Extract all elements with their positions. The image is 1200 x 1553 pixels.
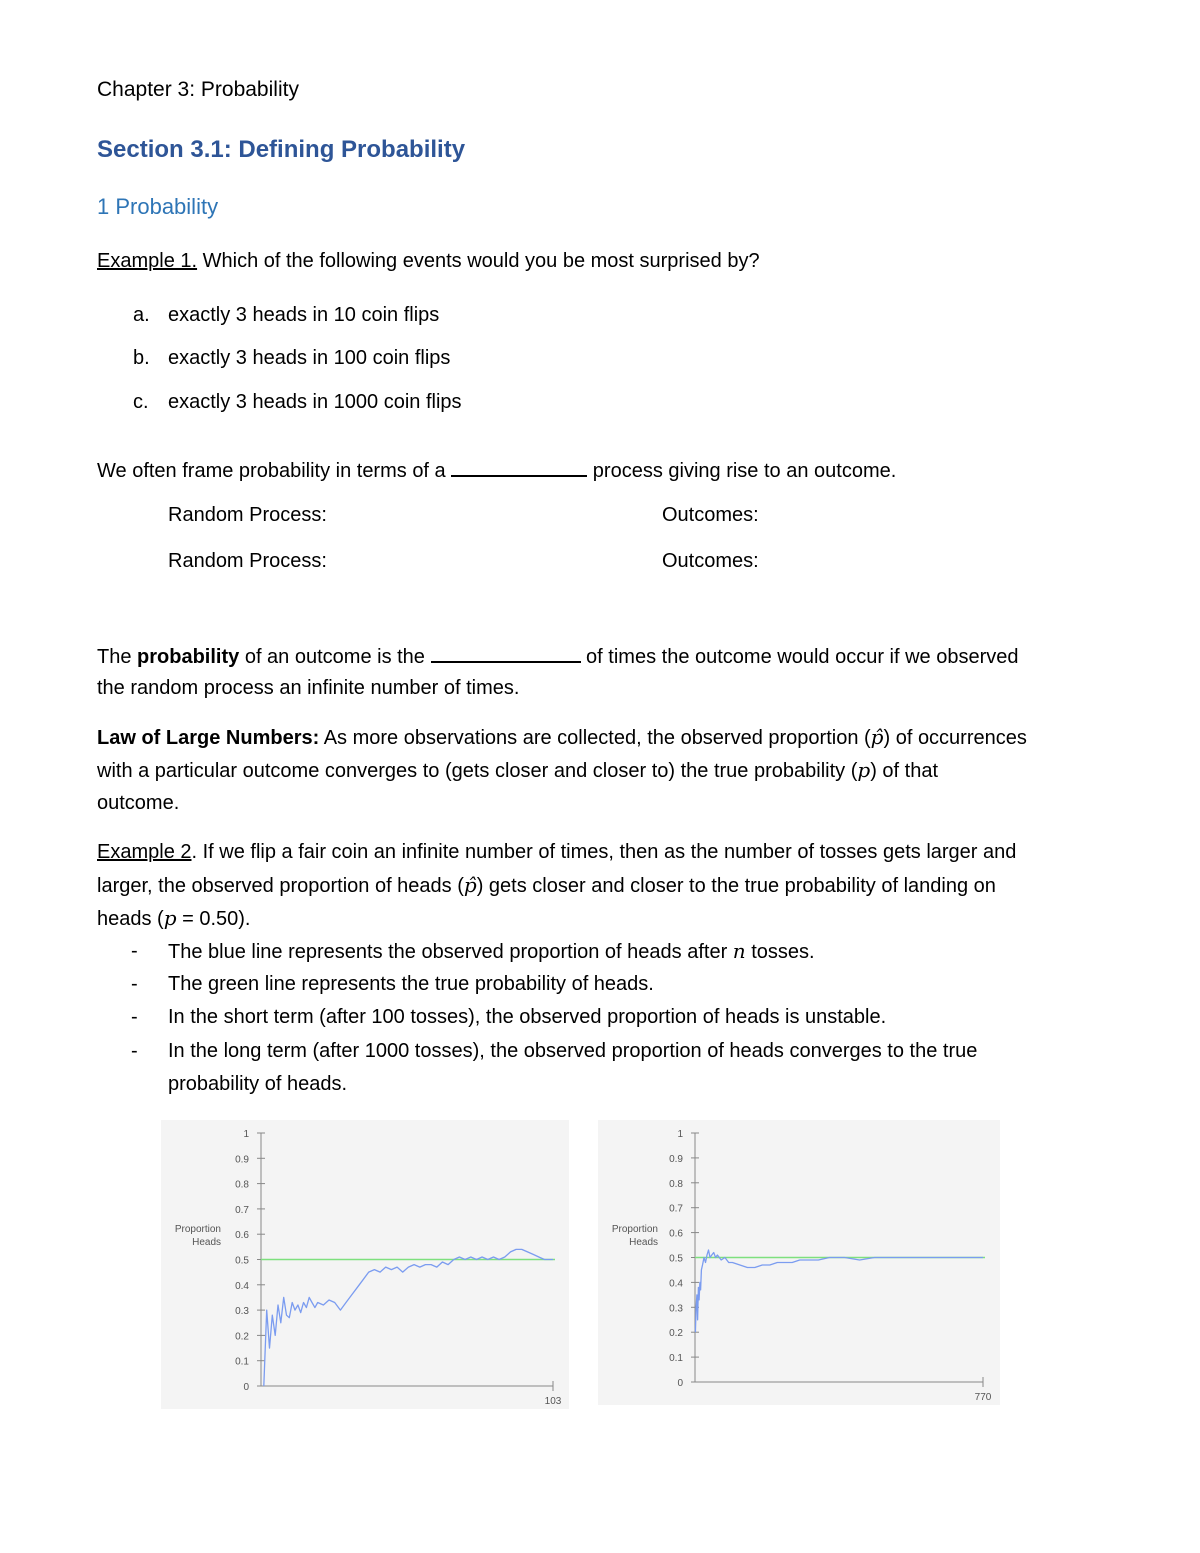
observed-proportion-line [695, 1250, 983, 1332]
y-tick-label: 0.2 [669, 1328, 683, 1340]
example2-line2b: ) gets closer and closer to the true probability of landing on [476, 875, 996, 897]
fill-blank-proportion[interactable] [431, 643, 581, 663]
option-text-b: exactly 3 heads in 100 coin flips [168, 347, 451, 369]
bullet-item: In the long term (after 1000 tosses), the observed proportion of heads converges to the true [168, 1040, 978, 1062]
lln-line2a: with a particular outcome converges to (gets closer and closer to) the true probability ( [97, 760, 858, 782]
example1-question-text: Which of the following events would you be most surprised by? [197, 250, 760, 272]
random-process-label-2: Random Process: [168, 550, 327, 572]
y-tick-label: 0.3 [669, 1303, 683, 1315]
y-tick-label: 0.7 [669, 1203, 683, 1215]
observed-proportion-line [264, 1249, 553, 1386]
definition-line1 [97, 643, 1019, 669]
y-tick-label: 0.4 [669, 1278, 683, 1290]
y-tick-label: 0 [677, 1378, 683, 1389]
chart-short-term-svg [161, 1120, 569, 1409]
bullet-item: The green line represents the true probability of heads. [168, 973, 654, 995]
y-tick-label: 0.6 [669, 1228, 683, 1240]
y-tick-label: 0.7 [235, 1204, 249, 1216]
option-letter-a: a. [133, 304, 150, 326]
example2-line3b: = 0.50). [176, 908, 251, 930]
y-tick-label: 0.5 [235, 1255, 249, 1267]
outcomes-label-2: Outcomes: [662, 550, 759, 572]
lln-line2 [97, 758, 938, 783]
y-tick-label: 0 [243, 1382, 249, 1393]
example1-question [97, 249, 760, 273]
definition-mid: of an outcome is the [239, 646, 431, 668]
y-axis-label: Heads [192, 1237, 221, 1248]
p-symbol: p [163, 906, 177, 930]
example2-line2 [97, 873, 996, 898]
bullet-continuation: probability of heads. [168, 1073, 348, 1095]
y-tick-label: 0.1 [669, 1353, 683, 1365]
y-axis-label: Heads [629, 1237, 658, 1248]
lln-line3: outcome. [97, 792, 180, 814]
definition-line2: the random process an infinite number of times. [97, 677, 520, 699]
y-tick-label: 1 [243, 1129, 249, 1140]
example2-line1-text: . If we flip a fair coin an infinite number of times, then as the number of tosses gets larger and [191, 841, 1017, 863]
y-tick-label: 0.2 [235, 1331, 249, 1343]
section-title: Section 3.1: Defining Probability [97, 136, 466, 163]
phat-symbol: p̂ [463, 873, 477, 897]
lln-line1 [97, 725, 1027, 750]
definition-prefix: The [97, 646, 138, 668]
subsection-title: 1 Probability [97, 194, 219, 219]
n-symbol: n [732, 939, 746, 963]
phat-symbol: p̂ [870, 725, 884, 749]
bullet-item [168, 939, 815, 964]
bullet-item: In the short term (after 100 tosses), the observed proportion of heads is unstable. [168, 1006, 887, 1028]
random-process-label-1: Random Process: [168, 504, 327, 526]
option-letter-b: b. [133, 347, 150, 369]
y-tick-label: 0.9 [669, 1153, 683, 1165]
example2-label: Example 2 [97, 841, 192, 863]
y-tick-label: 0.1 [235, 1356, 249, 1368]
chart-short-term [161, 1120, 569, 1409]
example2-line3a: heads ( [97, 908, 164, 930]
example2-line3 [97, 906, 250, 931]
y-axis-label: Proportion [611, 1224, 658, 1235]
definition-term: probability [137, 646, 240, 668]
frame-sentence [97, 457, 896, 483]
y-tick-label: 0.9 [235, 1154, 249, 1166]
bullet-dash: - [131, 973, 138, 995]
y-axis-label: Proportion [174, 1224, 221, 1235]
frame-after: process giving rise to an outcome. [587, 460, 897, 482]
lln-label: Law of Large Numbers: [97, 727, 320, 749]
p-symbol: p [857, 758, 871, 782]
x-max-label: 770 [974, 1392, 992, 1403]
bullet-dash: - [131, 940, 138, 962]
option-letter-c: c. [133, 391, 149, 413]
fill-blank-random[interactable] [451, 457, 587, 477]
bullet-dash: - [131, 1006, 138, 1028]
definition-after: of times the outcome would occur if we observed [580, 646, 1019, 668]
bullet-dash: - [131, 1040, 138, 1062]
chart-long-term [598, 1120, 1000, 1405]
y-tick-label: 1 [677, 1129, 683, 1140]
lln-line1b: ) of occurrences [883, 727, 1027, 749]
example2-line2a: larger, the observed proportion of heads ( [97, 875, 464, 897]
option-text-a: exactly 3 heads in 10 coin flips [168, 304, 440, 326]
x-max-label: 103 [544, 1396, 562, 1407]
y-tick-label: 0.4 [235, 1280, 249, 1292]
outcomes-label-1: Outcomes: [662, 504, 759, 526]
y-tick-label: 0.8 [235, 1179, 249, 1191]
bullet-text-end: tosses. [745, 941, 815, 963]
y-tick-label: 0.3 [235, 1306, 249, 1318]
lln-line2b: ) of that [870, 760, 938, 782]
example1-label: Example 1. [97, 250, 198, 272]
bullet-text: The blue line represents the observed proportion of heads after [168, 941, 733, 963]
chart-long-term-svg [598, 1120, 1000, 1405]
y-tick-label: 0.6 [235, 1230, 249, 1242]
lln-line1a: As more observations are collected, the observed proportion ( [319, 727, 871, 749]
frame-before: We often frame probability in terms of a [97, 460, 452, 482]
option-text-c: exactly 3 heads in 1000 coin flips [168, 391, 462, 413]
y-tick-label: 0.5 [669, 1253, 683, 1265]
example2-line1 [97, 840, 1016, 864]
chapter-title: Chapter 3: Probability [97, 78, 299, 101]
y-tick-label: 0.8 [669, 1178, 683, 1190]
